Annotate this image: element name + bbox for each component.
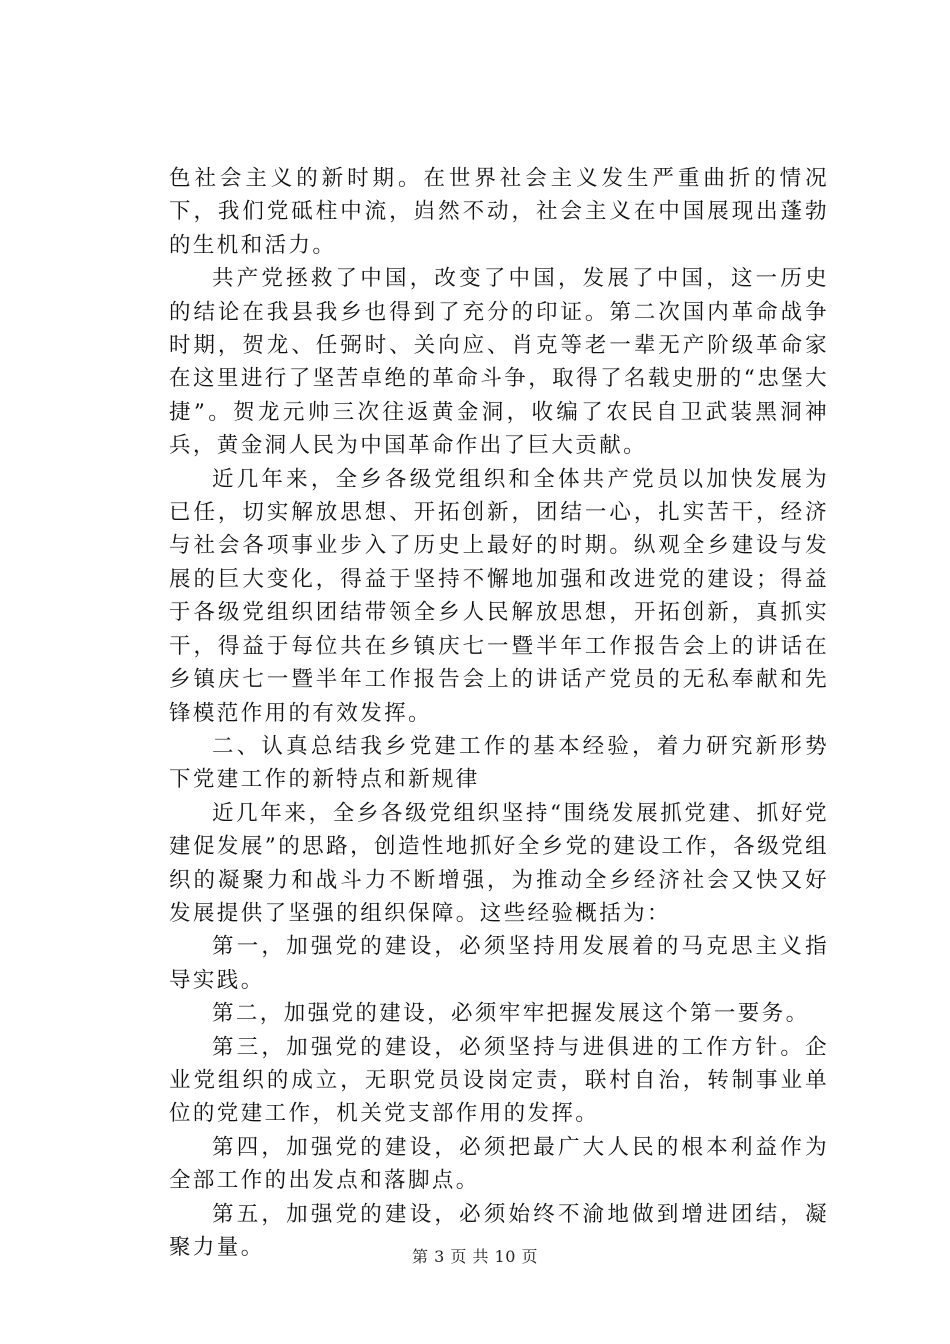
list-item: 第五，加强党的建设，必须始终不渝地做到增进团结，凝聚力量。 <box>169 1201 829 1260</box>
list-item: 第三，加强党的建设，必须坚持与进俱进的工作方针。企业党组织的成立，无职党员设岗定责，联村自治，转制事业单位的党建工作，机关党支部作用的发挥。 <box>169 1034 829 1127</box>
paragraph: 近几年来，全乡各级党组织坚持“围绕发展抓党建、抓好党建促发展”的思路，创造性地抓好全乡党的建设工作，各级党组织的凝聚力和战斗力不断增强，为推动全乡经济社会又快又好发展提供了坚强的组织保障。这些经验概括为： <box>169 800 829 926</box>
section-heading: 二、认真总结我乡党建工作的基本经验，着力研究新形势下党建工作的新特点和新规律 <box>169 733 829 793</box>
list-item: 第二，加强党的建设，必须牢牢把握发展这个第一要务。 <box>212 1001 810 1027</box>
list-item: 第一，加强党的建设，必须坚持用发展着的马克思主义指导实践。 <box>169 934 829 993</box>
page-indicator: 第 3 页 共 10 页 <box>412 1247 538 1266</box>
body-text <box>169 162 829 1264</box>
paragraph: 共产党拯救了中国，改变了中国，发展了中国，这一历史的结论在我县我乡也得到了充分的印证。第二次国内革命战争时期，贺龙、任弼时、关向应、肖克等老一辈无产阶级革命家在这里进行了坚苦卓绝的革命斗争，取得了名载史册的“忠堡大捷”。贺龙元帅三次往返黄金洞，收编了农民自卫武装黑洞神兵，黄金洞人民为中国革命作出了巨大贡献。 <box>169 266 829 459</box>
page-footer <box>0 1244 950 1267</box>
list-item: 第四，加强党的建设，必须把最广大人民的根本利益作为全部工作的出发点和落脚点。 <box>169 1134 829 1194</box>
paragraph: 近几年来，全乡各级党组织和全体共产党员以加快发展为已任，切实解放思想、开拓创新，团结一心，扎实苦干，经济与社会各项事业步入了历史上最好的时期。纵观全乡建设与发展的巨大变化，得益于坚持不懈地加强和改进党的建设；得益于各级党组织团结带领全乡人民解放思想，开拓创新，真抓实干，得益于每位共在乡镇庆七一暨半年工作报告会上的讲话在乡镇庆七一暨半年工作报告会上的讲话产党员的无私奉献和先锋模范作用的有效发挥。 <box>169 466 829 726</box>
paragraph-continuation: 色社会主义的新时期。在世界社会主义发生严重曲折的情况下，我们党砥柱中流，岿然不动，社会主义在中国展现出蓬勃的生机和活力。 <box>169 166 829 258</box>
